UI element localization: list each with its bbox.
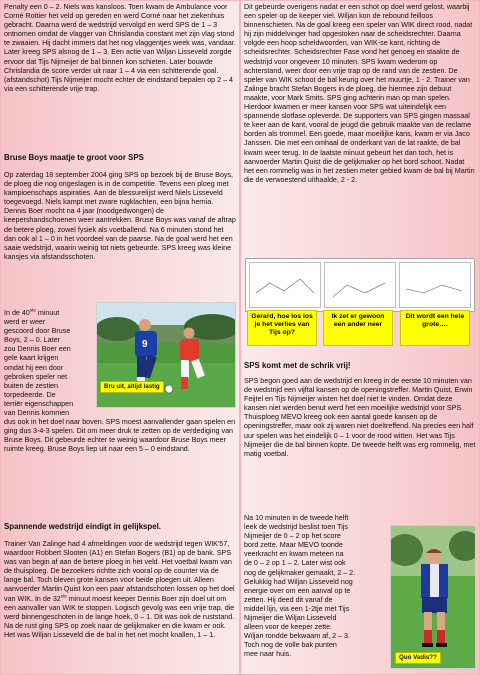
text-line: bord zette. Maar MEVO toonde <box>244 541 343 550</box>
right-report-paragraph-1: Dit gebeurde overigens nadat er een schot op doel werd gelost, waarbij een speler op de keeper viel. Wiljan kon de rebound feilloos binnenschieten. Na de goal kreeg een speler van WIK direct rood, nadat hij zijn middelvinger had opgestoken naar de scheidsrechter. Daarna volgde een hoop scheldwoorden, van WIK-se kant, richting de scheidsrechter. Scheidsrechter Fase vond het genoeg en staakte de wedstrijd voor ongeveer 10 minuten. SPS kwam wederom op achterstand, weer door een vrije trap op de rand van de zestien. De speler van WIK schoot de bal keurig over het muurtje, 1 - 2. Trainer van Zalinge bracht Stefan Bogers in de ploeg, die hiermee zijn debuut maakte, voor Mark Smits. SPS ging achterin man op man spelen. Hierdoor kwamen er meer kansen voor SPS wat uiteindelijk een spannende slotfase opleverde. De supporters van SPS gingen massaal te keer aan de kant, vooral de jeugd die gebruik maakte van de reclame borden als trommel. Een goede, maar moeilijke kans, kwam er via Jaco Janssen. Die met een omhaal de onderkant van de lat raakte, de bal kwam weer terug. In de laatste minuut gebeurt het dan toch, het is aanvoerder Martin Quist die de gelijkmaker op het bord schoot. Nadat het een rommelig was in het zestien meter gebied kwam de bal bij Martin die de verwoestend uithaalde, 2 - 2. <box>244 3 475 184</box>
text-line: energie over om een aanval op te <box>244 586 351 595</box>
text-line: Na 10 minuten in de tweede helft <box>244 514 349 522</box>
text-line: middel lijn, via een 1-2tje met Tijs <box>244 604 350 613</box>
headline-spannende-wedstrijd: Spannende wedstrijd eindigt in gelijkspel. <box>4 522 161 531</box>
text-line: gebroken speler net <box>4 372 68 381</box>
photo-caption: Quo Vadis?? <box>395 652 441 664</box>
left-report-paragraph-3-tail: dus ook in het doel naar boven. SPS moest aanvallender gaan spelen en ging dus 3-4-3 spelen. Dit om meer druk te zetten op de verdediging van Bruse Boys. Dit gebeurde echter te weinig waardoor Bruse Boys meer ruimte kreeg. Bruse Boys liep uit naar een 5 – 0 eindstand. <box>4 418 236 454</box>
speech-bubble-question: Gerard, hoe los los je het verlies van Tijs op? <box>247 310 317 346</box>
text-fragment: In de 40 <box>4 309 30 317</box>
text-line: van Dennis kommen <box>4 409 70 418</box>
text-line: Nijmeijer die Wiljan Lisseveld <box>244 614 337 623</box>
speech-bubble-remark: Dit wordt een hele grote…. <box>400 310 470 346</box>
comic-sketch-2 <box>325 263 395 307</box>
ordinal-suffix: ste <box>29 307 36 313</box>
comic-strip <box>245 258 475 312</box>
right-report-paragraph-3-narrow <box>244 514 384 660</box>
text-line: nog de gelijkmaker gemaakt, 2 – 2. <box>244 568 356 577</box>
text-line: alleen voor de keeper zette. <box>244 623 333 632</box>
comic-frame-1 <box>249 262 321 308</box>
text-line: veerkracht en kwam meteen na <box>244 550 344 559</box>
ordinal-suffix: ste <box>60 593 67 599</box>
text-line: torpedeerde. De <box>4 390 56 399</box>
left-report-paragraph-4 <box>4 540 236 640</box>
text-line: Boys, 2 – 0. Later <box>4 336 60 345</box>
text-line: Nijmeijer de 0 – 2 op het score <box>244 532 341 541</box>
text-fragment: minuut moest keeper Dennis Boer zijn doel uit om een aanvaller van WIK te stoppen. Logisch gevolg was een vrije trap, die werd binnengeschoten in de lange hoek, 0 – 1. Dit was ook de ruststand. Na de rust ging SPS op zoek naar de gelijkmaker en die kwam er ook. Het was Wiljan Lisseveld die de bal in het net mocht knallen, 1 – 1. <box>4 594 235 639</box>
photo-caption: Bru uit, altijd lastig <box>100 381 164 393</box>
text-line: de 0 – 2 op 1 – 2. Later wist ook <box>244 559 346 568</box>
player-portrait-photo <box>390 525 476 669</box>
text-line: Wiljan rondde bekwaam af, 2 – 3. <box>244 632 350 641</box>
player-portrait-illustration <box>391 526 475 668</box>
text-line: omdat hij een door <box>4 363 64 372</box>
text-line: mee naar huis. <box>244 650 292 659</box>
comic-frame-3 <box>399 262 471 308</box>
left-report-paragraph-2: Op zaterdag 18 september 2004 ging SPS op bezoek bij de Bruse Boys, de ploeg die nog ongeslagen is in de competitie. Tevens een ploeg met kampioenschaps aspiraties. Aan de blessurelijst werd Niels Lisseveld toegevoegd. Niels kampt met zware rugklachten, een bijna hernia. Dennis Boer mocht na 4 jaar (noodgedwongen) de keepershandschoenen weer aantrekken. Bruse Boys was vanaf de aftrap de betere ploeg, zowel fysiek als voetballend. Na 6 minuten stond het dan ook al 1 – 0 in het voordeel van de paarse. Na de goal werd het een saaie wedstrijd, waarin weinig tot niets gebeurde. SPS kreeg was kleine kansjes via afstandsschoten. <box>4 171 236 261</box>
text-line: Toch nog de volle bak punten <box>244 641 337 650</box>
comic-sketch-1 <box>250 263 320 307</box>
left-report-paragraph-1: Penalty een 0 – 2. Niels was kansloos. Toen kwam de Ambulance voor Corné Rottier het veld op gereden en werd Corné naar het ziekenhuis gebracht. Daarna werd de wedstrijd vervolgd en werd SPS de 1 – 3 ontnomen omdat de vlagger van Chrislandia constant met zijn vlag stond te zwaaien. Hij dacht immers dat het nog vlaggentjes week was, vandaar. Later kreeg SPS alsnog de 1 – 3. Een actie van Wiljan Lisseveld zorgde ervoor dat Tijs Nijmeijer de bal binnen kon schieten. Later bouwde Chrislandia de score verder uit naar 1 – 4 via een schitterende goal. (afstandschot) Tijs Nijmeijer mocht echter de eindstand bepalen op 2 – 4 via een schitterende vrije trap. <box>4 3 236 93</box>
text-fragment: minuut <box>37 309 60 317</box>
headline-bruse-boys: Bruse Boys maatje te groot voor SPS <box>4 153 144 162</box>
text-line: gele kaart krijgen <box>4 354 59 363</box>
text-line: buiten de zestien <box>4 381 58 390</box>
speech-bubble-answer: Ik zet er gewoon een ander neer <box>323 310 393 346</box>
text-line: terriër eigenschappen <box>4 399 74 408</box>
text-line: zou Dennis Boer een <box>4 345 71 354</box>
text-line <box>4 309 94 318</box>
football-match-photo <box>96 302 236 408</box>
comic-sketch-3 <box>400 263 470 307</box>
comic-frame-2 <box>324 262 396 308</box>
text-line: werd er weer <box>4 318 46 327</box>
right-report-paragraph-2: SPS begon goed aan de wedstrijd en kreeg in de eerste 10 minuten van de wedstrijd een vijftal kansen op de openingstreffer. Martin Quist, Erwin Feijtel en Tijs Nijmeijer wisten het doel niet te vinden. Omdat deze kansen niet werden benut werd het een moeilijke wedstrijd voor SPS. Thuisploeg MEVO kreeg ook een aantal goede kansen op de openingstreffer, maar ook zij waren niet doeltreffend. Na precies een half uur spelen was het eindelijk 0 – 1 voor de rood witten. Het was Tijs Nijmeijer die de bal binnen kopte. De tweede helft was erg rommelig, met matig voetbal. <box>244 377 476 458</box>
svg-text:9: 9 <box>142 339 148 350</box>
text-line: leek de wedstrijd beslist toen Tijs <box>244 523 348 532</box>
text-line: gescoord door Bruse <box>4 327 71 336</box>
left-report-paragraph-3-narrow <box>4 309 94 418</box>
text-fragment: Trainer Van Zalinge had 4 afmeldingen voor de wedstrijd tegen WIK'57, waardoor Robbert Slooten (A1) en Stefan Bogers (B1) op de bank. SPS was van begin af aan de betere ploeg in het veld. Het voetbal kwam van de thuisploeg. De bezoekers richtte zich vooral op de counter via de lange bal. Toch bleven grote kansen voor beide ploegen uit. Alleen aanvoerder Martin Quist kon een paar afstandschoten lossen op het doel van WIK. In de 32 <box>4 540 235 603</box>
text-line: Gelukkig had Wiljan Lisseveld nog <box>244 577 353 586</box>
text-line: zetten. Hij deed dit vanaf de <box>244 595 333 604</box>
headline-schrik-vrij: SPS komt met de schrik vrij! <box>244 361 351 370</box>
